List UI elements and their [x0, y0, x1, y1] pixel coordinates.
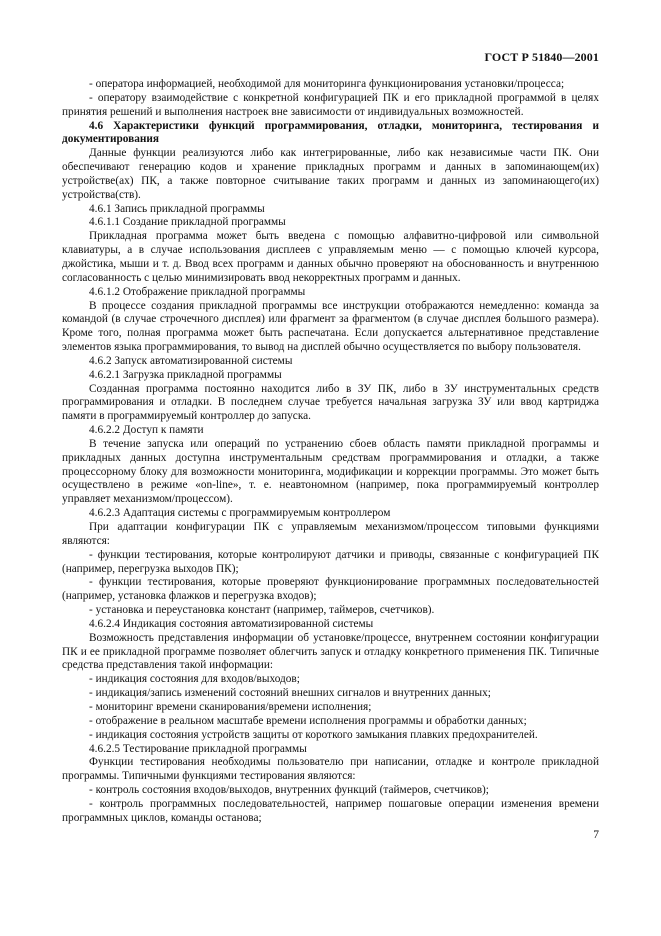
- paragraph: - мониторинг времени сканирования/времени исполнения;: [89, 700, 372, 713]
- paragraph: 4.6.1 Запись прикладной программы: [89, 202, 265, 215]
- paragraph: 4.6.1.1 Создание прикладной программы: [89, 216, 286, 229]
- paragraph: Прикладная программа может быть введена с помощью алфавитно-цифровой или символьной клавиатуры, а в случае использования дисплеев с управляемым меню — с помощью ключей курсора, джойстика, мыши и т. д. Ввод всех программ и данных обычно проверяют на обоснованность и внутреннюю согласованность с целью минимизировать ввод некорректных программ и данных.: [62, 230, 599, 284]
- paragraph: 4.6.2.2 Доступ к памяти: [89, 424, 204, 437]
- paragraph: - контроль состояния входов/выходов, внутренних функций (таймеров, счетчиков);: [89, 784, 489, 797]
- page-number: 7: [593, 829, 599, 841]
- paragraph: Данные функции реализуются либо как интегрированные, либо как независимые части ПК. Они обеспечивают генерацию кодов и хранение прикладных программ и данных в запоминающем(их) устройстве(ах) ПК, а также повторное считывание таких программ и данных из запоминающего(их) устройства(ств).: [62, 147, 599, 201]
- paragraph: - оператору взаимодействие с конкретной конфигурацией ПК и его прикладной программой в целях принятия решений и выполнения настроек вне зависимости от индивидуальных возможностей.: [62, 91, 599, 118]
- paragraph: - индикация/запись изменений состояний внешних сигналов и внутренних данных;: [89, 687, 491, 700]
- paragraph: - функции тестирования, которые контролируют датчики и приводы, связанные с конфигурацией ПК (например, перегрузка выходов ПК);: [62, 548, 599, 575]
- paragraph: - отображение в реальном масштабе времени исполнения программы и обработки данных;: [89, 714, 527, 727]
- paragraph: Возможность представления информации об установке/процессе, внутреннем состоянии конфигурации ПК и ее прикладной программе позволяет облегчить запуск и отладку конкретного применения ПК. Типичные средства представления такой информации:: [62, 631, 599, 672]
- paragraph: Функции тестирования необходимы пользователю при написании, отладке и контроле прикладной программы. Типичными функциями тестирования являются:: [62, 756, 599, 783]
- paragraph: 4.6.2 Запуск автоматизированной системы: [89, 354, 293, 367]
- paragraph: 4.6.2.3 Адаптация системы с программируемым контроллером: [89, 507, 391, 520]
- paragraph: Созданная программа постоянно находится либо в ЗУ ПК, либо в ЗУ инструментальных средств программирования и отладки. В последнем случае требуется начальная загрузка ЗУ или ввод картриджа памяти в программируемый контроллер до запуска.: [62, 382, 599, 423]
- paragraph: - установка и переустановка констант (например, таймеров, счетчиков).: [89, 604, 435, 617]
- paragraph: 4.6.2.4 Индикация состояния автоматизированной системы: [89, 617, 374, 630]
- paragraph: 4.6.2.1 Загрузка прикладной программы: [89, 368, 282, 381]
- paragraph: 4.6.2.5 Тестирование прикладной программы: [89, 742, 307, 755]
- paragraph: - индикация состояния устройств защиты от короткого замыкания плавких предохранителей.: [89, 728, 538, 741]
- paragraph: 4.6.1.2 Отображение прикладной программы: [89, 285, 306, 298]
- paragraph: В течение запуска или операций по устранению сбоев область памяти прикладной программы и прикладных данных доступна инструментальным средствам программирования и отладки, а также процессорному блоку для возможности мониторинга, модификации и коррекции программы. Это может быть осуществлено в режиме «on-line», т. е. неавтономном (например, пока программируемый контроллер управляет механизмом/процессом).: [62, 437, 599, 506]
- paragraph: - функции тестирования, которые проверяют функционирование программных последовательностей (например, установка флажков и перегрузка входов);: [62, 576, 599, 603]
- paragraph: - контроль программных последовательностей, например пошаговые операции изменения времени программных циклов, команды останова;: [62, 797, 599, 824]
- section-heading: 4.6 Характеристики функций программирования, отладки, мониторинга, тестирования и документирования: [62, 119, 599, 146]
- paragraph: - оператора информацией, необходимой для мониторинга функционирования установки/процесса;: [89, 78, 565, 90]
- paragraph: - индикация состояния для входов/выходов;: [89, 673, 300, 686]
- paragraph: При адаптации конфигурации ПК с управляемым механизмом/процессом типовыми функциями являются:: [62, 521, 599, 547]
- page-body: [62, 78, 599, 826]
- document-id-header: ГОСТ Р 51840—2001: [484, 50, 599, 64]
- paragraph: В процессе создания прикладной программы все инструкции отображаются немедленно: команда за командой (в случае строчечного дисплея) или фрагмент за фрагментом (в случае дисплея большого размера). Кроме того, полная программа может быть распечатана. Если допускается альтернативное представление элементов языка программирования, то вывод на дисплей обычно осуществляется по выбору пользователя.: [62, 299, 599, 354]
